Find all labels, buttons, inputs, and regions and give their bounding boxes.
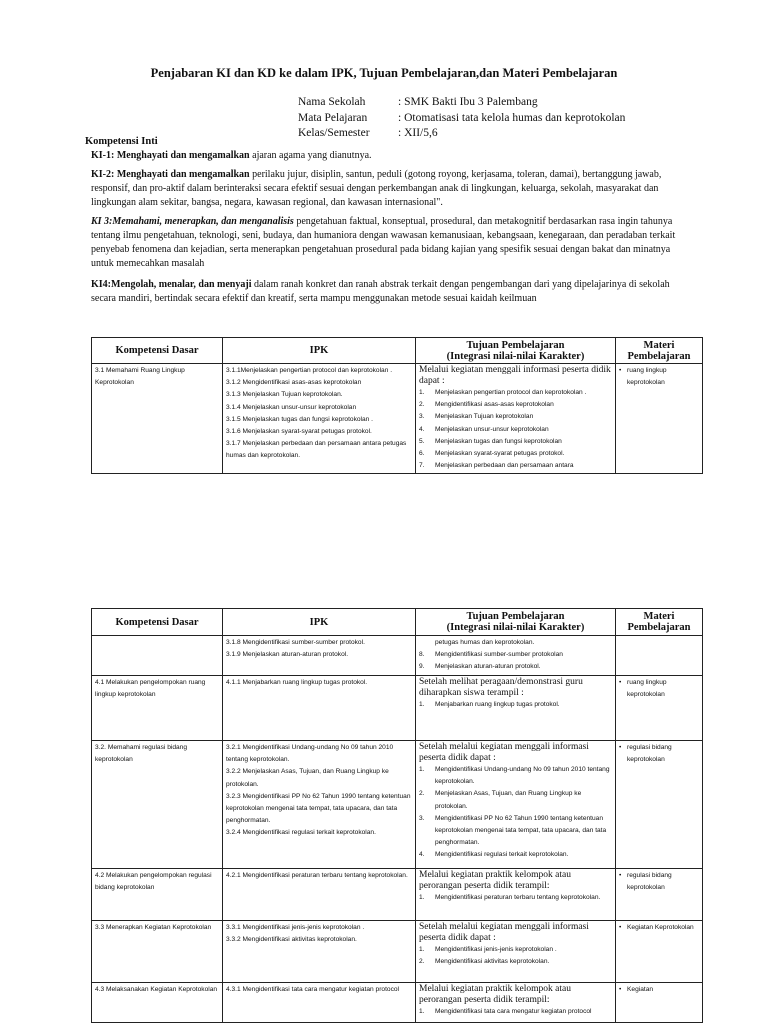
- item-text: Menjelaskan syarat-syarat petugas protokol.: [435, 450, 565, 458]
- item-number: 4.: [419, 425, 425, 433]
- ipk-item: 3.1.9 Menjelaskan aturan-aturan protokol.: [226, 651, 349, 659]
- ipk-item: 3.3.1 Mengidentifikasi jenis-jenis keprotokolan .: [226, 924, 365, 931]
- table-row: [92, 921, 703, 983]
- item-number: 1.: [419, 1008, 425, 1015]
- cell-kd: [92, 921, 223, 983]
- competency-table-1: [91, 337, 703, 474]
- item-number: 2.: [419, 401, 425, 409]
- materi-text: regulasi bidang keprotokolan: [627, 872, 672, 892]
- bullet-icon: •: [619, 367, 622, 374]
- item-number: 2.: [419, 790, 425, 798]
- cell-ipk: [223, 636, 416, 676]
- header-materi-line1: Materi: [643, 611, 675, 622]
- ipk-item: 3.2.2 Menjelaskan Asas, Tujuan, dan Ruang Lingkup ke protokolan.: [226, 768, 389, 788]
- tujuan-item: [419, 448, 612, 460]
- meta-row-school: [298, 95, 625, 111]
- materi-text: regulasi bidang keprotokolan: [627, 744, 672, 764]
- cell-tujuan: [416, 676, 616, 741]
- ipk-item: 3.1.2 Mengidentifikasi asas-asas keprotokolan: [226, 379, 362, 387]
- cell-tujuan: [416, 636, 616, 676]
- cell-kd: [92, 869, 223, 921]
- item-text: Menjelaskan aturan-aturan protokol.: [435, 663, 541, 671]
- item-number: 7.: [419, 462, 425, 470]
- meta-key: Mata Pelajaran: [298, 111, 368, 124]
- header-kd: Kompetensi Dasar: [92, 338, 223, 364]
- header-tujuan: [416, 338, 616, 364]
- tujuan-item: [419, 944, 612, 956]
- cell-tujuan: [416, 869, 616, 921]
- item-text: Menjelaskan unsur-unsur keprotokolan: [435, 425, 549, 433]
- ipk-item: 3.3.2 Mengidentifikasi aktivitas keprotokolan.: [226, 936, 357, 944]
- item-text: Mengidentifikasi regulasi terkait keprotokolan.: [435, 851, 569, 859]
- meta-row-subject: [298, 111, 625, 127]
- bullet-icon: •: [619, 986, 622, 993]
- cell-materi: [616, 869, 703, 921]
- cell-materi: [616, 741, 703, 869]
- meta-key: Nama Sekolah: [298, 96, 366, 108]
- item-text: Mengidentifikasi Undang-undang No 09 tahun 2010 tentang keprotokolan.: [435, 766, 610, 786]
- cell-ipk: [223, 364, 416, 474]
- kd-text: 4.3 Melaksanakan Kegiatan Keprotokolan: [95, 986, 218, 993]
- kd-text: 3.2. Memahami regulasi bidang keprotokolan: [95, 744, 187, 764]
- tujuan-intro: Melalui kegiatan menggali informasi peserta didik dapat :: [419, 365, 611, 386]
- meta-value: : SMK Bakti Ibu 3 Palembang: [398, 96, 538, 108]
- materi-text: ruang lingkup keprotokolan: [627, 679, 667, 699]
- ipk-item: 3.1.8 Mengidentifikasi sumber-sumber protokol.: [226, 639, 365, 646]
- materi-item: [619, 870, 699, 894]
- tujuan-item: [419, 387, 612, 399]
- ipk-item: 3.1.4 Menjelaskan unsur-unsur keprotokolan: [226, 403, 357, 411]
- cell-materi: [616, 983, 703, 1023]
- materi-item: [619, 677, 699, 701]
- tujuan-item: [419, 460, 612, 472]
- materi-item: [619, 742, 699, 766]
- ki-text: dalam ranah konkret dan ranah abstrak terkait dengan pengembangan dari yang dipelajarinya di sekolah secara mandiri, bertindak secara efektif dan kreatif, serta mampu menggunakan metode sesuai kaidah keilmuan: [91, 279, 670, 304]
- cell-kd: [92, 636, 223, 676]
- header-tujuan-line1: Tujuan Pembelajaran: [466, 339, 565, 351]
- tujuan-item: [419, 956, 612, 968]
- bullet-icon: •: [619, 872, 622, 879]
- item-text: Mengidentifikasi sumber-sumber protokolan: [435, 651, 563, 659]
- ki-text: perilaku jujur, disiplin, santun, peduli (gotong royong, kerjasama, toleran, damai), bertanggung jawab, responsif, dan pro-aktif dalam berinteraksi secara efektif sesuai dengan perkembangan anak di lingkungan, keluarga, sekolah, masyarakat dan lingkungan alam sekitar, bangsa, negara, kawasan regional, dan kawasan internasional".: [91, 169, 662, 208]
- item-number: 4.: [419, 851, 425, 859]
- header-materi: [616, 338, 703, 364]
- cell-kd: [92, 676, 223, 741]
- header-tujuan: [416, 609, 616, 636]
- bullet-icon: •: [619, 679, 622, 686]
- item-number: 3.: [419, 814, 425, 822]
- ipk-item: 3.1.3 Menjelaskan Tujuan keprotokolan.: [226, 391, 343, 399]
- cell-ipk: [223, 741, 416, 869]
- kd-text: 4.2 Melakukan pengelompokan regulasi bidang keprotokolan: [95, 872, 212, 892]
- tujuan-item: [419, 849, 612, 861]
- ipk-item: 4.3.1 Mengidentifikasi tata cara mengatur kegiatan protocol: [226, 986, 400, 993]
- cell-tujuan: [416, 983, 616, 1023]
- ki-text: ajaran agama yang dianutnya.: [249, 150, 372, 161]
- table-header-row: [92, 338, 703, 364]
- header-materi-line1: Materi: [643, 339, 675, 351]
- tujuan-item: [419, 637, 612, 649]
- table-header-row: [92, 609, 703, 636]
- item-number: 6.: [419, 450, 425, 458]
- bullet-icon: •: [619, 924, 622, 931]
- header-tujuan-line2: (Integrasi nilai-nilai Karakter): [446, 622, 585, 633]
- cell-tujuan: [416, 921, 616, 983]
- tujuan-item: [419, 399, 612, 411]
- ki-text: pengetahuan faktual, konseptual, prosedural, dan metakognitif berdasarkan rasa ingin tahunya tentang ilmu pengetahuan, teknologi, seni, budaya, dan humaniora dengan wawasan kemanusiaan, kebangsaan, kenegaraan, dan peradaban terkait penyebab fenomena dan kejadian, serta menerapkan pengetahuan prosedural pada bidang kajian yang spesifik sesuai dengan bakat dan minatnya untuk memecahkan masalah: [91, 216, 676, 269]
- cell-materi: [616, 921, 703, 983]
- ki-heading: Kompetensi Inti: [85, 136, 158, 147]
- item-text: Mengidentifikasi peraturan terbaru tentang keprotokolan.: [435, 894, 601, 901]
- ki-label: KI4:Mengolah, menalar, dan menyaji: [91, 279, 252, 290]
- header-materi: [616, 609, 703, 636]
- item-text: Mengidentifikasi aktivitas keprotokolan.: [435, 958, 550, 966]
- table-row: [92, 364, 703, 474]
- item-number: 3.: [419, 413, 425, 421]
- ki-label: KI-1: Menghayati dan mengamalkan: [91, 150, 250, 161]
- materi-text: ruang lingkup keprotokolan: [627, 367, 667, 387]
- ki-label: KI 3:Memahami, menerapkan, dan menganalisis: [91, 216, 294, 227]
- ki-2: [91, 168, 691, 210]
- item-number: [419, 637, 435, 649]
- item-text: Menjelaskan pengertian protocol dan keprotokolan .: [435, 389, 587, 396]
- item-number: 9.: [419, 663, 425, 671]
- item-text: Mengidentifikasi asas-asas keprotokolan: [435, 401, 554, 409]
- item-number: 1.: [419, 701, 425, 708]
- meta-key: Kelas/Semester: [298, 127, 370, 139]
- tujuan-item: [419, 649, 612, 661]
- materi-item: [619, 365, 699, 389]
- ipk-item: 3.2.1 Mengidentifikasi Undang-undang No 09 tahun 2010 tentang keprotokolan.: [226, 744, 394, 764]
- table-row: [92, 676, 703, 741]
- tujuan-item: [419, 424, 612, 436]
- meta-row-class: [298, 126, 625, 142]
- cell-kd: [92, 364, 223, 474]
- cell-ipk: [223, 869, 416, 921]
- ki-label: KI-2: Menghayati dan mengamalkan: [91, 169, 250, 180]
- item-text: Menjabarkan ruang lingkup tugas protokol.: [435, 701, 560, 708]
- ki-4: [91, 278, 691, 306]
- tujuan-item: [419, 411, 612, 423]
- header-materi-line2: Pembelajaran: [627, 622, 691, 633]
- tujuan-intro: Setelah melihat peragaan/demonstrasi guru diharapkan siswa terampil :: [419, 677, 583, 698]
- ipk-item: 4.2.1 Mengidentifikasi peraturan terbaru tentang keprotokolan.: [226, 872, 408, 879]
- item-number: 1.: [419, 894, 425, 901]
- tujuan-intro: Setelah melalui kegiatan menggali informasi peserta didik dapat :: [419, 922, 589, 943]
- bullet-icon: •: [619, 744, 622, 751]
- cell-materi: [616, 636, 703, 676]
- cell-ipk: [223, 983, 416, 1023]
- item-text: petugas humas dan keprotokolan.: [435, 639, 535, 646]
- table-row: [92, 869, 703, 921]
- table-row: [92, 636, 703, 676]
- tujuan-intro: Setelah melalui kegiatan menggali informasi peserta didik dapat :: [419, 742, 589, 763]
- materi-item: [619, 922, 699, 934]
- materi-text: Kegiatan Keprotokolan: [627, 924, 694, 931]
- ipk-item: 3.2.3 Mengidentifikasi PP No 62 Tahun 1990 tentang ketentuan keprotokolan mengenai tata tempat, tata upacara, dan tata penghormatan.: [226, 792, 411, 825]
- item-number: 1.: [419, 946, 425, 953]
- table-row: [92, 983, 703, 1023]
- cell-kd: [92, 741, 223, 869]
- cell-materi: [616, 676, 703, 741]
- item-number: 1.: [419, 766, 425, 773]
- header-tujuan-line2: (Integrasi nilai-nilai Karakter): [446, 350, 585, 362]
- ipk-item: 3.1.1Menjelaskan pengertian protocol dan keprotokolan .: [226, 367, 393, 374]
- cell-tujuan: [416, 741, 616, 869]
- tujuan-item: [419, 892, 612, 904]
- competency-table-2: [91, 608, 703, 1023]
- tujuan-item: [419, 699, 612, 711]
- item-text: Mengidentifikasi tata cara mengatur kegiatan protocol: [435, 1008, 592, 1015]
- item-number: 5.: [419, 437, 425, 445]
- ipk-item: 3.2.4 Mengidentifikasi regulasi terkait keprotokolan.: [226, 829, 376, 837]
- header-materi-line2: Pembelajaran: [627, 350, 691, 362]
- cell-ipk: [223, 921, 416, 983]
- meta-value: : Otomatisasi tata kelola humas dan keprotokolan: [398, 111, 626, 124]
- header-ipk: IPK: [223, 338, 416, 364]
- tujuan-item: [419, 813, 612, 850]
- tujuan-item: [419, 436, 612, 448]
- tujuan-item: [419, 788, 612, 812]
- tujuan-item: [419, 661, 612, 673]
- tujuan-intro: Melalui kegiatan praktik kelompok atau perorangan peserta didik terampil:: [419, 870, 571, 891]
- document-title: Penjabaran KI dan KD ke dalam IPK, Tujuan Pembelajaran,dan Materi Pembelajaran: [150, 66, 618, 80]
- materi-text: Kegiatan: [627, 986, 654, 993]
- meta-value: : XII/5,6: [398, 127, 438, 139]
- cell-tujuan: [416, 364, 616, 474]
- header-kd: Kompetensi Dasar: [92, 609, 223, 636]
- ki-1: [91, 149, 691, 163]
- item-number: 2.: [419, 958, 425, 966]
- ipk-item: 3.1.7 Menjelaskan perbedaan dan persamaan antara petugas humas dan keprotokolan.: [226, 440, 407, 460]
- cell-kd: [92, 983, 223, 1023]
- item-number: 1.: [419, 389, 425, 396]
- header-tujuan-line1: Tujuan Pembelajaran: [466, 611, 565, 622]
- kd-text: 3.1 Memahami Ruang Lingkup Keprotokolan: [95, 367, 185, 387]
- item-text: Menjelaskan Tujuan keprotokolan: [435, 413, 534, 421]
- ipk-item: 3.1.6 Menjelaskan syarat-syarat petugas protokol.: [226, 428, 372, 436]
- materi-item: [619, 984, 699, 996]
- tujuan-item: [419, 764, 612, 788]
- document-meta: [298, 95, 625, 142]
- ki-3: [91, 215, 691, 271]
- kd-text: 4.1 Melakukan pengelompokan ruang lingkup keprotokolan: [95, 679, 206, 699]
- cell-materi: [616, 364, 703, 474]
- header-ipk: IPK: [223, 609, 416, 636]
- kd-text: 3.3 Menerapkan Kegiatan Keprotokolan: [95, 924, 212, 931]
- ipk-item: 4.1.1 Menjabarkan ruang lingkup tugas protokol.: [226, 679, 368, 686]
- item-text: Mengidentifikasi jenis-jenis keprotokolan .: [435, 946, 557, 953]
- item-text: Mengidentifikasi PP No 62 Tahun 1990 tentang ketentuan keprotokolan mengenai tata tempat, tata upacara, dan tata penghormatan.: [435, 814, 607, 847]
- item-text: Menjelaskan Asas, Tujuan, dan Ruang Lingkup ke protokolan.: [435, 790, 582, 810]
- item-text: Menjelaskan perbedaan dan persamaan antara: [435, 462, 574, 470]
- item-number: 8.: [419, 651, 425, 659]
- cell-ipk: [223, 676, 416, 741]
- table-row: [92, 741, 703, 869]
- item-text: Menjelaskan tugas dan fungsi keprotokolan: [435, 437, 562, 445]
- tujuan-item: [419, 1006, 612, 1018]
- tujuan-intro: Melalui kegiatan praktik kelompok atau perorangan peserta didik terampil:: [419, 984, 571, 1005]
- ipk-item: 3.1.5 Menjelaskan tugas dan fungsi keprotokolan .: [226, 415, 373, 423]
